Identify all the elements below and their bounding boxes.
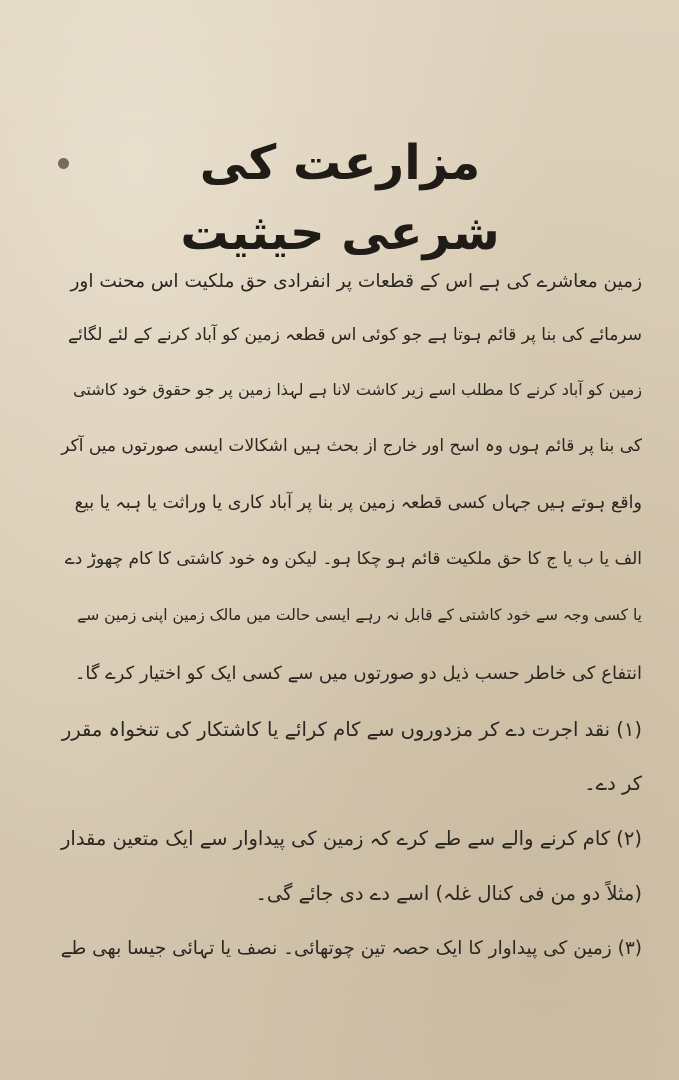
- list-item-2-continued: (مثلاً دو من فی کنال غلہ) اسے دے دی جائے گی۔: [255, 882, 642, 905]
- list-item-3: (۳) زمین کی پیداوار کا ایک حصہ تین چوتھائی۔ نصف یا تہائی جیسا بھی طے: [60, 938, 642, 959]
- list-item-2: (۲) کام کرنے والے سے طے کرے کہ زمین کی پیداوار سے ایک متعین مقدار: [60, 827, 642, 850]
- text-line-7: یا کسی وجہ سے خود کاشتی کے قابل نہ رہے ایسی حالت میں مالک زمین اپنی زمین سے: [77, 606, 642, 624]
- text-line-8: انتفاع کی خاطر حسب ذیل دو صورتوں میں سے کسی ایک کو اختیار کرے گا۔: [74, 663, 642, 684]
- text-line-4: کی بنا پر قائم ہوں وہ اسح اور خارج از بحث ہیں اشکالات ایسی صورتوں میں آکر: [61, 436, 642, 456]
- list-item-1-continued: کر دے۔: [584, 772, 642, 795]
- text-line-3: زمین کو آباد کرنے کا مطلب اسے زیر کاشت لانا ہے لہذا زمین پر جو حقوق خود کاشتی: [73, 380, 642, 399]
- list-item-1: (۱) نقد اجرت دے کر مزدوروں سے کام کرائے یا کاشتکار کی تنخواہ مقرر: [61, 718, 642, 741]
- text-line-1: زمین معاشرے کی ہے اس کے قطعات پر انفرادی حق ملکیت اس محنت اور: [70, 271, 642, 292]
- text-line-5: واقع ہوتے ہیں جہاں کسی قطعہ زمین پر بنا پر آباد کاری یا وراثت یا ہبہ یا بیع: [74, 493, 642, 513]
- text-line-6: الف یا ب یا ج کا حق ملکیت قائم ہو چکا ہو۔ لیکن وہ خود کاشتی کا کام چھوڑ دے: [64, 549, 642, 569]
- ink-spot: [58, 158, 69, 169]
- page-title: مزارعت کی شرعی حیثیت: [180, 135, 500, 261]
- text-line-2: سرمائے کی بنا پر قائم ہوتا ہے جو کوئی اس قطعہ زمین کو آباد کرنے کے لئے لگائے: [68, 325, 642, 345]
